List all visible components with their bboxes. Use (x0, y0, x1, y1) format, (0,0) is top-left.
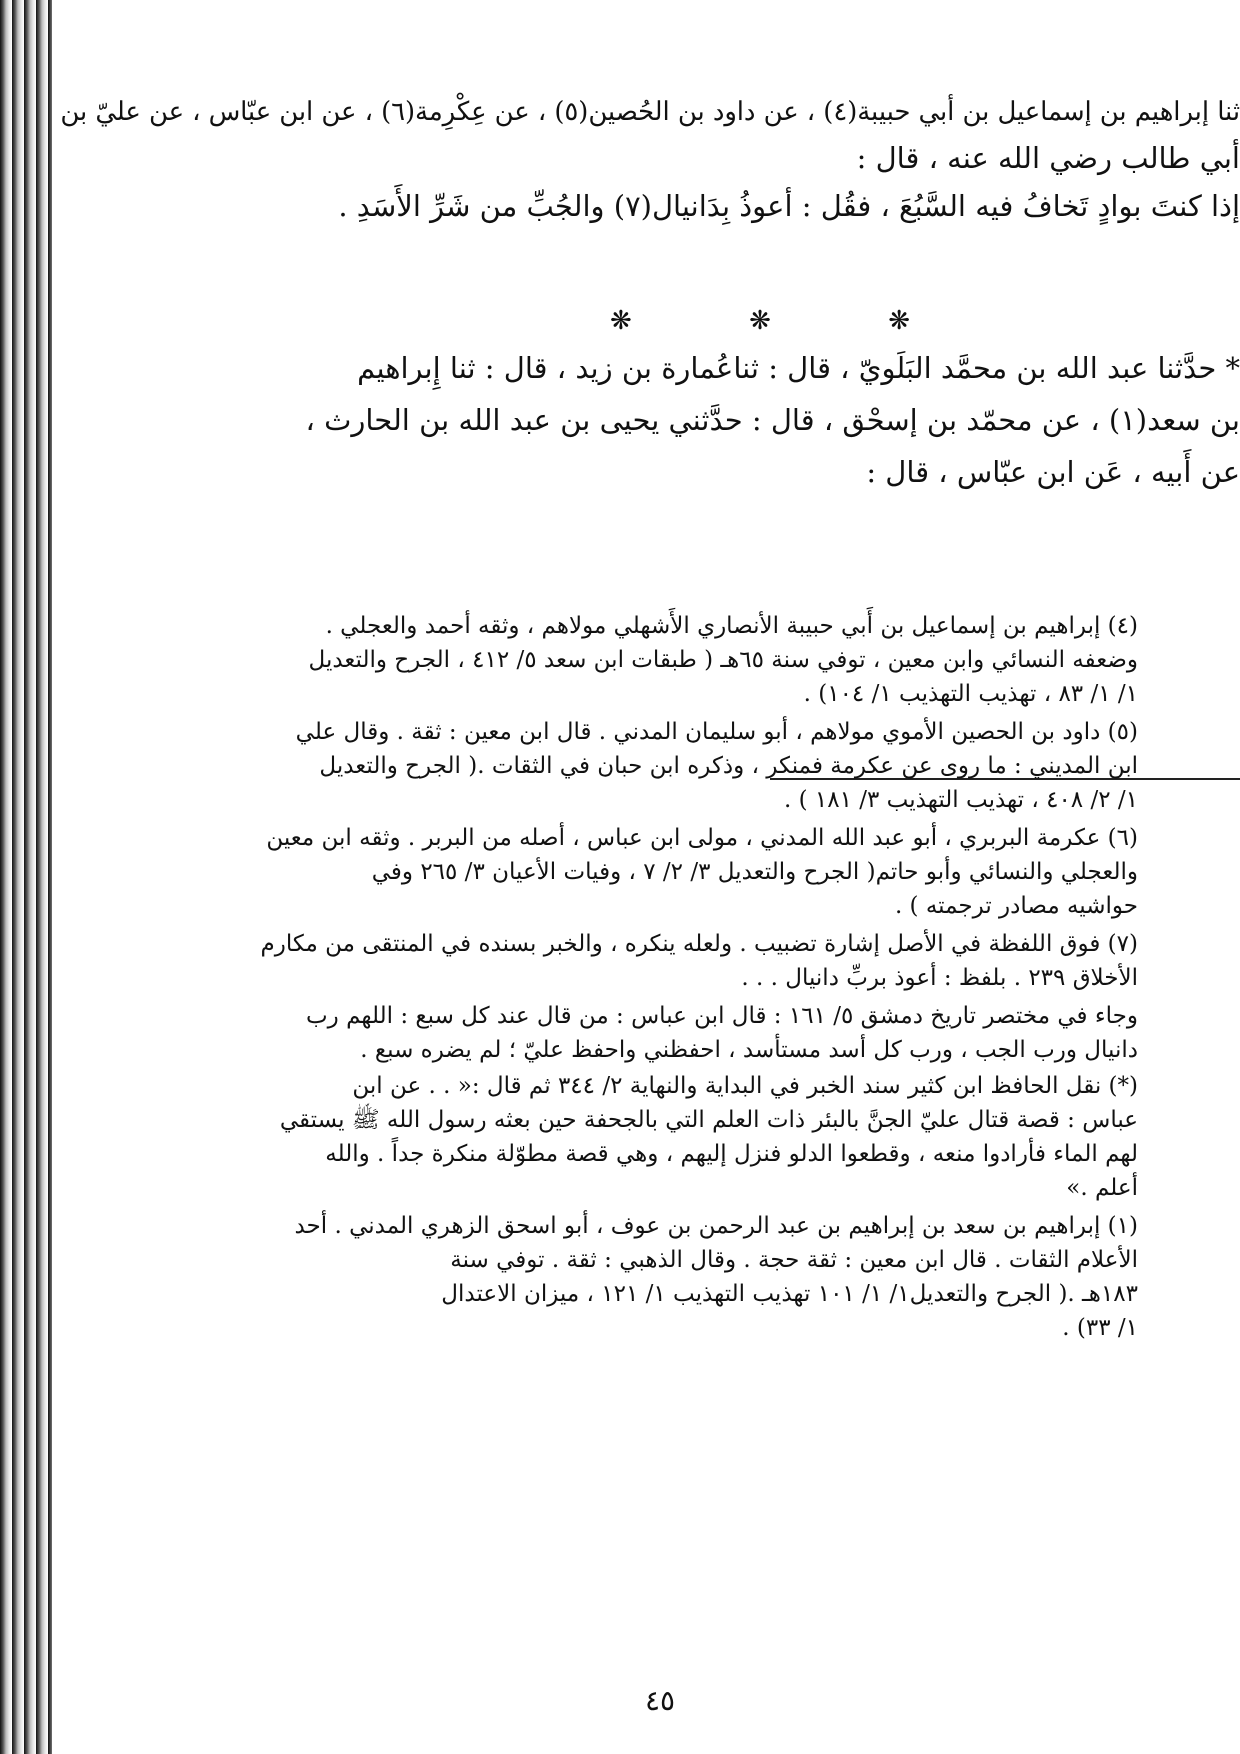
ornament-star: ❋ (749, 306, 771, 336)
footnote-line: (١) إبراهيم بن سعد بن إبراهيم بن عبد الرحمن بن عوف ، أبو اسحق الزهري المدني . أحد (294, 1213, 1138, 1239)
footnote-line: عباس : قصة قتال عليّ الجنَّ بالبئر ذات العلم التي بالجحفة حين بعثه رسول الله ﷺ يستقي (279, 1107, 1138, 1133)
footnote-line: (٦) عكرمة البربري ، أبو عبد الله المدني ، مولى ابن عباس ، أصله من البربر . وثقه ابن معين (266, 825, 1138, 851)
main-line: بن سعد(١) ، عن محمّد بن إسحْق ، قال : حدَّثني يحيى بن عبد الله بن الحارث ، (305, 403, 1240, 437)
footnote-line: وجاء في مختصر تاريخ دمشق ٥/ ١٦١ : قال ابن عباس : من قال عند كل سبع : اللهم رب (306, 1003, 1138, 1029)
footnote-line: وضعفه النسائي وابن معين ، توفي سنة ٦٥هـ ( طبقات ابن سعد ٥/ ٤١٢ ، الجرح والتعديل (308, 647, 1138, 673)
main-line: عن أَبيه ، عَن ابن عبّاس ، قال : (866, 455, 1240, 489)
footnote-line: (*) نقل الحافظ ابن كثير سند الخبر في البداية والنهاية ٢/ ٣٤٤ ثم قال :« . . عن ابن (352, 1073, 1138, 1099)
footnote-line: ١٨٣هـ .( الجرح والتعديل١/ ١/ ١٠١ تهذيب التهذيب ١/ ١٢١ ، ميزان الاعتدال (441, 1281, 1138, 1307)
footnote-line: ١/ ١/ ٨٣ ، تهذيب التهذيب ١/ ١٠٤) . (803, 681, 1138, 707)
main-line: * حدَّثنا عبد الله بن محمَّد البَلَويّ ، قال : ثناعُمارة بن زيد ، قال : ثنا إِبراهيم (357, 351, 1240, 385)
main-line: أبي طالب رضي الله عنه ، قال : (856, 141, 1240, 175)
page-binding-edge (0, 0, 52, 1754)
footnote-line: الأعلام الثقات . قال ابن معين : ثقة حجة . وقال الذهبي : ثقة . توفي سنة (450, 1247, 1138, 1273)
footnote-line: الأخلاق ٢٣٩ . بلفظ : أعوذ بربِّ دانيال . . . (741, 965, 1138, 991)
main-line: ثنا إبراهيم بن إسماعيل بن أبي حبيبة(٤) ، عن داود بن الحُصين(٥) ، عن عِكْرِمة(٦) ، عن ابن عبّاس ، عن عليّ بن (60, 97, 1240, 127)
footnote-line: ١/ ٣٣) . (1062, 1315, 1138, 1341)
footnote-line: والعجلي والنسائي وأبو حاتم( الجرح والتعديل ٣/ ٢/ ٧ ، وفيات الأعيان ٣/ ٢٦٥ وفي (371, 859, 1138, 885)
footnote-line: (٥) داود بن الحصين الأموي مولاهم ، أبو سليمان المدني . قال ابن معين : ثقة . وقال علي (295, 719, 1138, 745)
footnote-line: (٧) فوق اللفظة في الأصل إشارة تضبيب . ولعله ينكره ، والخبر بسنده في المنتقى من مكارم (260, 931, 1138, 957)
main-line: إذا كنتَ بوادٍ تَخافُ فيه السَّبُعَ ، فقُل : أعوذُ بِدَانيال(٧) والجُبِّ من شَرِّ الأَسَدِ . (338, 189, 1240, 223)
footnote-line: أعلم .» (1066, 1175, 1138, 1201)
footnote-line: ابن المديني : ما روى عن عكرمة فمنكر ، وذكره ابن حبان في الثقات .( الجرح والتعديل (319, 753, 1138, 779)
footnote-line: دانيال ورب الجب ، ورب كل أسد مستأسد ، احفظني واحفظ عليّ ؛ لم يضره سبع . (360, 1037, 1138, 1063)
section-separator (610, 306, 910, 336)
footnote-line: (٤) إبراهيم بن إسماعيل بن أَبي حبيبة الأنصاري الأَشهلي مولاهم ، وثقه أحمد والعجلي . (325, 613, 1138, 639)
ornament-star: ❋ (610, 306, 632, 336)
footnote-line: ١/ ٢/ ٤٠٨ ، تهذيب التهذيب ٣/ ١٨١ ) . (783, 787, 1138, 813)
ornament-star: ❋ (888, 306, 910, 336)
footnote-line: لهم الماء فأرادوا منعه ، وقطعوا الدلو فنزل إليهم ، وهي قصة مطوّلة منكرة جداً . والله (325, 1141, 1138, 1167)
footnote-line: حواشيه مصادر ترجمته ) . (894, 893, 1138, 919)
page-number: ٤٥ (644, 1684, 676, 1717)
